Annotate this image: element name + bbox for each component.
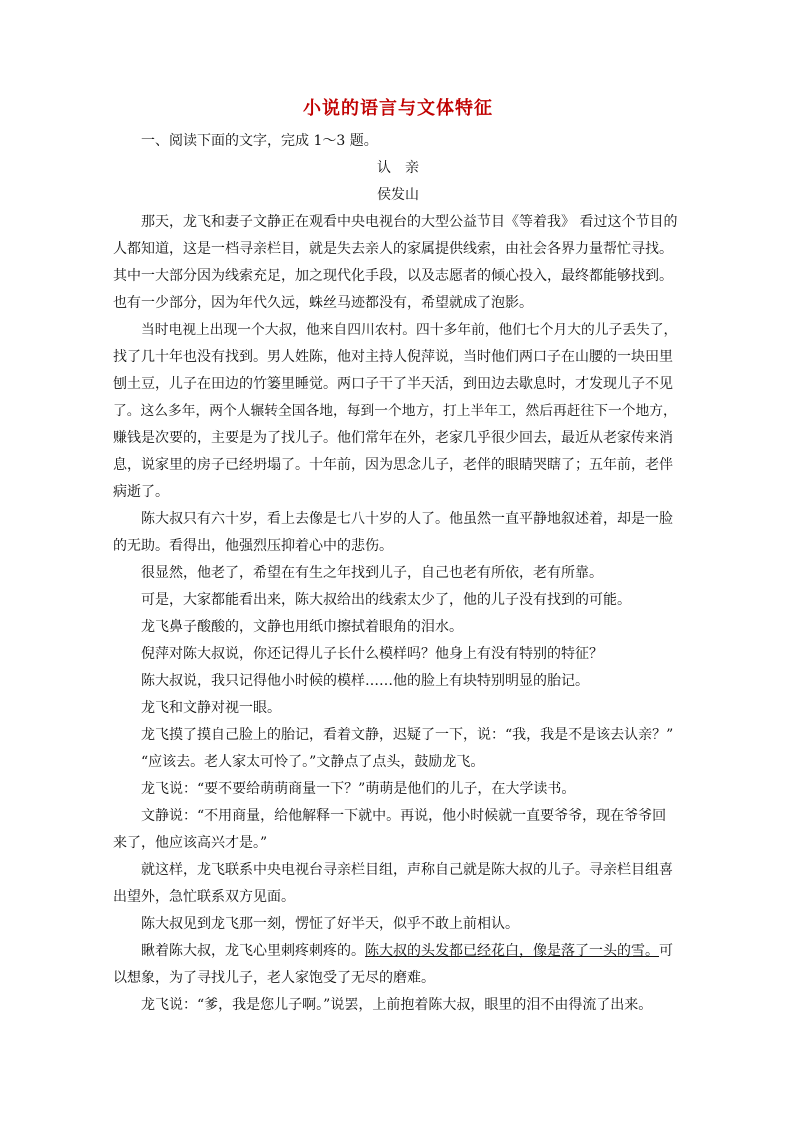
text-segment: 瞅着陈大叔，龙飞心里刺疼刺疼的。 [141, 943, 365, 959]
paragraph-line: 龙飞说：“爹，我是您儿子啊。”说罢，上前抱着陈大叔，眼里的泪不由得流了出来。 [141, 997, 653, 1013]
paragraph-line: 了。这么多年，两个人辗转全国各地，每到一个地方，打上半年工，然后再赶往下一个地方， [113, 403, 677, 419]
paragraph-line: 当时电视上出现一个大叔，他来自四川农村。四十多年前，他们七个月大的儿子丢失了， [141, 322, 678, 338]
paragraph-line: 找了几十年也没有找到。男人姓陈，他对主持人倪萍说，当时他们两口子在山腰的一块田里 [113, 349, 673, 365]
paragraph-line: 的无助。看得出，他强烈压抑着心中的悲伤。 [113, 538, 393, 554]
paragraph-line: 陈大叔见到龙飞那一刻，愣怔了好半天，似乎不敢上前相认。 [141, 916, 519, 932]
paragraph-line: 那天，龙飞和妻子文静正在观看中央电视台的大型公益节目《等着我》 看过这个节目的 [141, 214, 678, 230]
paragraph-line: 陈大叔只有六十岁，看上去像是七八十岁的人了。他虽然一直平静地叙述着，却是一脸 [141, 511, 673, 527]
paragraph-line [113, 938, 683, 965]
paragraph-line: 陈大叔说，我只记得他小时候的模样……他的脸上有块特别明显的胎记。 [141, 673, 589, 689]
paragraph-line: 来了，他应该高兴才是。” [113, 835, 268, 851]
paragraph-line: 刨土豆，儿子在田边的竹篓里睡觉。两口子干了半天活，到田边去歇息时，才发现儿子不见 [113, 376, 673, 392]
paragraph-line: 人都知道，这是一档寻亲栏目，就是失去亲人的家属提供线索，由社会各界力量帮忙寻找。 [113, 241, 673, 257]
paragraph-line: 病逝了。 [113, 484, 169, 500]
paragraph-line: 龙飞说：“要不要给萌萌商量一下？”萌萌是他们的儿子，在大学读书。 [141, 781, 576, 797]
paragraph-line: 就这样，龙飞联系中央电视台寻亲栏目组，声称自己就是陈大叔的儿子。寻亲栏目组喜 [141, 862, 673, 878]
document-page [113, 94, 683, 1019]
paragraph-line: 息，说家里的房子已经坍塌了。十年前，因为思念儿子，老伴的眼睛哭瞎了；五年前，老伴 [113, 457, 673, 473]
paragraph-line: 可是，大家都能看出来，陈大叔给出的线索太少了，他的儿子没有找到的可能。 [141, 592, 631, 608]
paragraph-line: 倪萍对陈大叔说，你还记得儿子长什么模样吗？他身上有没有特别的特征？ [141, 646, 603, 662]
paragraph-line: 以想象，为了寻找儿子，老人家饱受了无尽的磨难。 [113, 970, 435, 986]
paragraph-line: 出望外，急忙联系双方见面。 [113, 889, 295, 905]
paragraph-line: 文静说：“不用商量，给他解释一下就中。再说，他小时候就一直要爷爷，现在爷爷回 [141, 808, 667, 824]
paragraph-line: 也有一少部分，因为年代久远，蛛丝马迹都没有，希望就成了泡影。 [113, 295, 533, 311]
document-title: 小说的语言与文体特征 [303, 98, 493, 119]
paragraph-line: 赚钱是次要的，主要是为了找儿子。他们常年在外，老家几乎很少回去，最近从老家传来消 [113, 430, 673, 446]
story-title: 认 亲 [377, 160, 419, 176]
story-author: 侯发山 [377, 187, 419, 203]
paragraph-line: 龙飞和文静对视一眼。 [141, 700, 281, 716]
paragraph-line: “应该去。老人家太可怜了。”文静点了点头，鼓励龙飞。 [141, 754, 485, 770]
story-body [113, 209, 683, 1019]
paragraph-line: 龙飞鼻子酸酸的，文静也用纸巾擦拭着眼角的泪水。 [141, 619, 463, 635]
text-segment: 可 [659, 943, 673, 959]
underlined-sentence: 陈大叔的头发都已经花白，像是落了一头的雪。 [365, 943, 659, 959]
paragraph-line: 很显然，他老了，希望在有生之年找到儿子，自己也老有所依，老有所靠。 [141, 565, 603, 581]
paragraph-line: 其中一大部分因为线索充足，加之现代化手段，以及志愿者的倾心投入，最终都能够找到。 [113, 268, 673, 284]
question-instruction: 一、阅读下面的文字，完成 1～3 题。 [141, 133, 378, 149]
paragraph-line: 龙飞摸了摸自己脸上的胎记，看着文静，迟疑了一下，说：“我，我是不是该去认亲？” [141, 727, 674, 743]
